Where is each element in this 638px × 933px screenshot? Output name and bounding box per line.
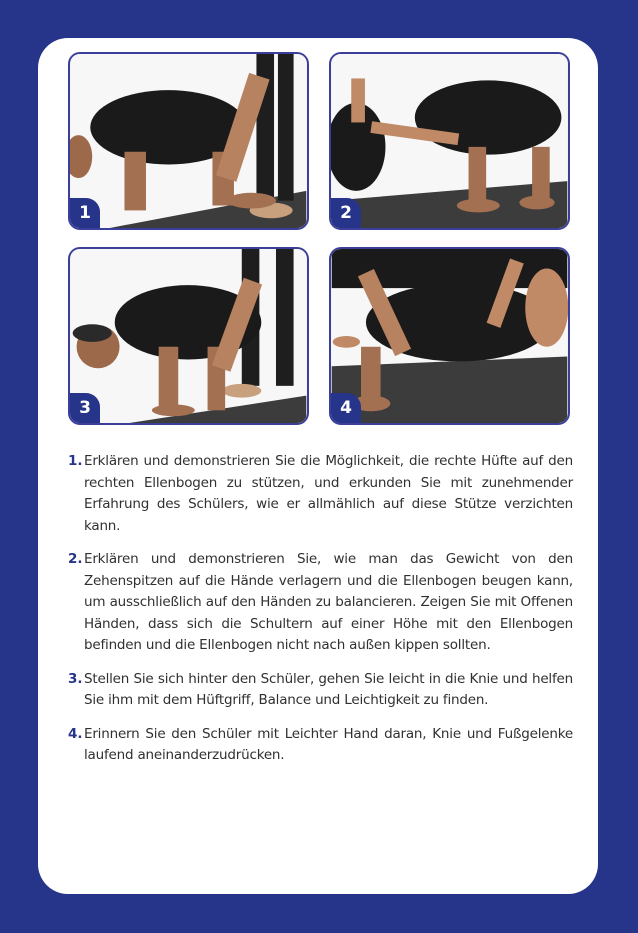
photo-illustration-1 <box>70 54 307 228</box>
photo-step-1 <box>68 52 309 230</box>
step-number: 3. <box>68 670 83 687</box>
photo-illustration-4 <box>331 249 568 423</box>
photo-step-2 <box>329 52 570 230</box>
step-number: 2. <box>68 551 83 567</box>
photo-illustration-2 <box>331 54 568 228</box>
step-number: 4. <box>68 725 83 742</box>
step-text: Erklären und demonstrieren Sie die Möglichkeit, die rechte Hüfte auf den rechten Ellenbogen zu stützen, und erkunden Sie mit zunehmender Erfahrung des Schülers, wie er allmählich auf diese Stütze verzichten kann. <box>84 453 573 534</box>
step-number: 1. <box>68 453 83 469</box>
step-badge: 3 <box>70 393 100 423</box>
photo-step-3 <box>68 247 309 425</box>
step-text: Erklären und demonstrieren Sie, wie man das Gewicht von den Zehenspitzen auf die Hände verlagern und die Ellenbogen beugen kann, um ausschließlich auf den Händen zu balancieren. Zeigen Sie mit Offenen Händen, dass sich die Schultern auf einer Höhe mit den Ellenbogen befinden und die Ellenbogen nicht nach außen kippen sollten. <box>84 551 573 653</box>
instruction-list <box>68 451 573 779</box>
step-text: Stellen Sie sich hinter den Schüler, gehen Sie leicht in die Knie und helfen Sie ihm mit dem Hüftgriff, Balance und Leichtigkeit zu finden. <box>84 670 573 708</box>
step-text: Erinnern Sie den Schüler mit Leichter Hand daran, Knie und Fußgelenke laufend aneinanderzudrücken. <box>84 725 573 763</box>
list-item <box>68 669 573 712</box>
photo-illustration-3 <box>70 249 307 423</box>
step-badge: 2 <box>331 198 361 228</box>
list-item <box>68 724 573 767</box>
step-badge: 4 <box>331 393 361 423</box>
list-item <box>68 451 573 537</box>
step-badge: 1 <box>70 198 100 228</box>
photo-step-4 <box>329 247 570 425</box>
list-item <box>68 549 573 657</box>
